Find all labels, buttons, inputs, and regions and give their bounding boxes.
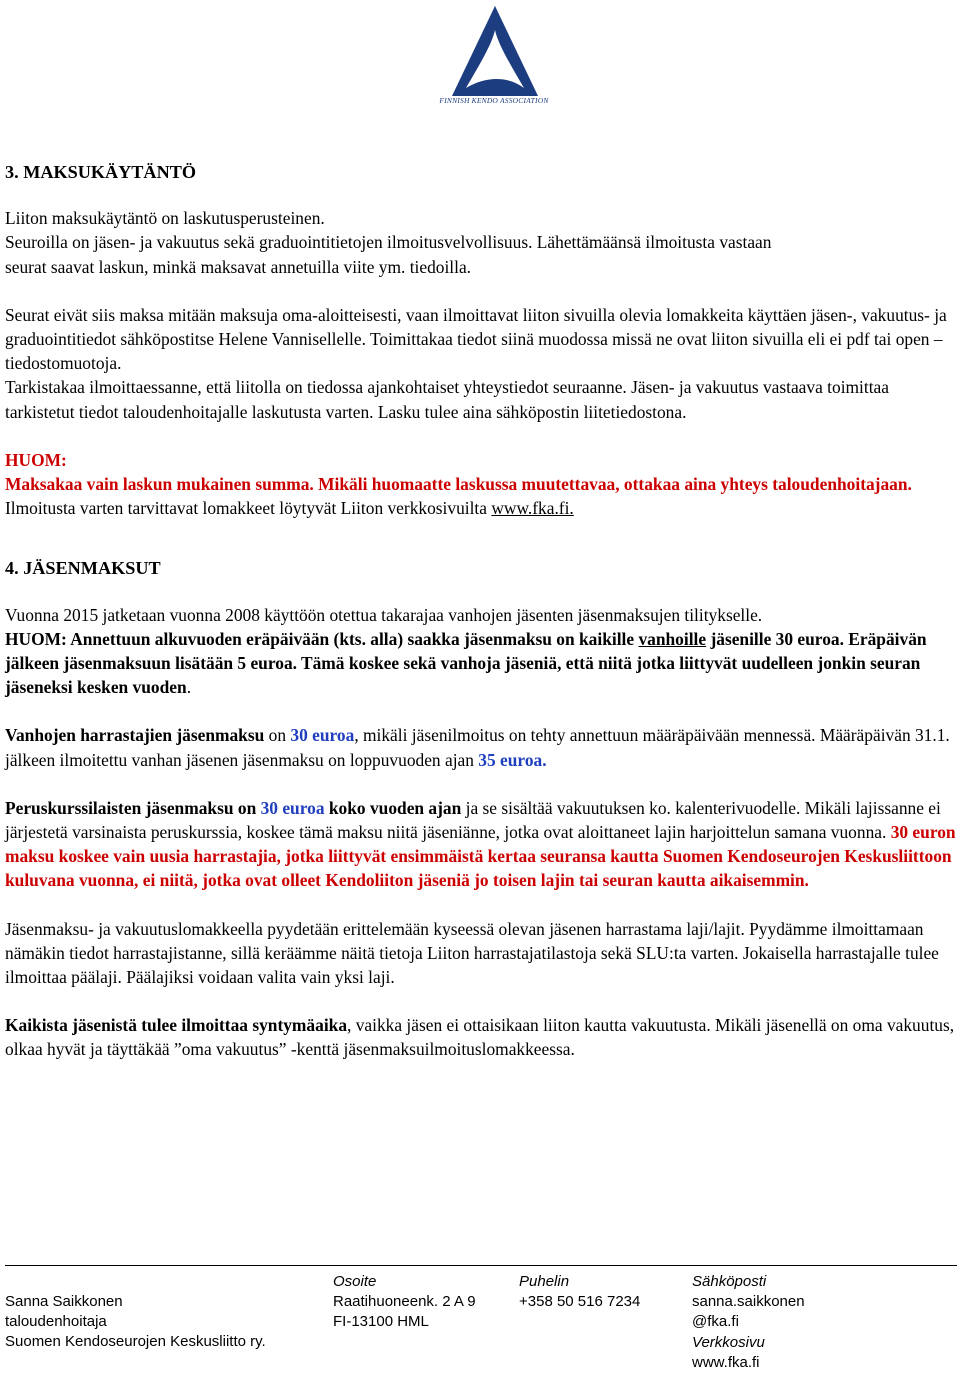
- footer-email-web: [692, 1272, 805, 1373]
- section-3-para-3: Tarkistakaa ilmoittaessanne, että liitolla on tiedossa ajankohtaiset yhteystiedot seuraanne. Jäsen- ja vakuutus vastaava toimittaa tarkistetut tiedot taloudenhoitajalle laskutusta varten. Lasku tulee aina sähköpostin liitetiedostona.: [5, 377, 889, 422]
- section-3-para-1c: seurat saavat laskun, minkä maksavat annetuilla viite ym. tiedoilla.: [5, 256, 472, 277]
- footer-web-label: Verkkosivu: [692, 1333, 765, 1351]
- footer-address: [333, 1272, 476, 1333]
- footer-address-line2: FI-13100 HML: [333, 1313, 429, 1331]
- footer-address-label: Osoite: [333, 1273, 377, 1290]
- logo-caption: FINNISH KENDO ASSOCIATION: [439, 96, 549, 105]
- footer-phone-label: Puhelin: [519, 1273, 570, 1290]
- section-4-para-5: Kaikista jäsenistä tulee ilmoittaa syntymäaika, vaikka jäsen ei ottaisikaan liiton kautta vakuutusta. Mikäli jäsenellä on oma vakuutus, olkaa hyvät ja täyttäkää ”oma vakuutus” -kenttä jäsenmaksuilmoituslomakkeessa.: [5, 1015, 955, 1060]
- section-4-para-3: Peruskurssilaisten jäsenmaksu on 30 euroa koko vuoden ajan ja se sisältää vakuutuksen ko. kalenterivuodelle. Mikäli lajissanne ei järjestetä varsinaista peruskurssia, koskee tämä maksu niitä jäseniänne, jotka ovat aloittaneet lajin harjoittelun samana vuonna. 30 euron maksu koskee vain uusia harrastajia, jotka liittyvät ensimmäistä kertaa seuransa kautta Suomen Kendoseurojen Keskusliittoon kuluvana vuonna, ei niitä, jotka ovat olleet Kendoliiton jäseniä jo toisen lajin tai seuran kautta aikaisemmin.: [5, 797, 956, 891]
- footer-email-label: Sähköposti: [692, 1273, 767, 1290]
- huom-label: HUOM:: [5, 449, 67, 470]
- section-4-para-2: Vanhojen harrastajien jäsenmaksu on 30 euroa, mikäli jäsenilmoitus on tehty annettuun määräpäivään mennessä. Määräpäivän 31.1. jälkeen ilmoitettu vanhan jäsenen jäsenmaksu on loppuvuoden ajan 35 euroa.: [5, 725, 950, 770]
- section-3-para-1a: Liiton maksukäytäntö on laskutusperusteinen.: [5, 208, 325, 229]
- document-body: [5, 160, 957, 1062]
- section-3-heading: 3. MAKSUKÄYTÄNTÖ: [5, 162, 196, 182]
- section-4-para-4: Jäsenmaksu- ja vakuutuslomakkeella pyydetään erittelemään kyseessä olevan jäsenen harrastama laji/lajit. Pyydämme ilmoittamaan nämäkin tiedot harrastajistanne, sillä keräämme näitä tietoja Liiton harrastajatilastoja sekä SLU:ta varten. Jokaisella harrastajalle tulee ilmoittaa päälaji. Päälajiksi voidaan valita vain yksi laji.: [5, 918, 939, 988]
- section-3-para-1b: Seuroilla on jäsen- ja vakuutus sekä graduointitietojen ilmoitusvelvollisuus. Lähettämäänsä ilmoitusta vastaan: [5, 232, 772, 253]
- footer-phone-number[interactable]: +358 50 516 7234: [519, 1293, 641, 1311]
- footer-role: taloudenhoitaja: [5, 1313, 107, 1331]
- section-4-heading: 4. JÄSENMAKSUT: [5, 558, 161, 579]
- fka-logo: [438, 4, 552, 108]
- section-4-para-1: Vuonna 2015 jatketaan vuonna 2008 käyttöön otettua takarajaa vanhojen jäsenten jäsenmaksujen tilitykselle. HUOM: Annettuun alkuvuoden eräpäivään (kts. alla) saakka jäsenmaksu on kaikille vanhoille jäsenille 30 euroa. Eräpäivän jälkeen jäsenmaksuun lisätään 5 euroa. Tämä koskee sekä vanhoja jäseniä, että niitä jotka liittyvät uudelleen jonkin seuran jäseneksi kesken vuoden.: [5, 604, 927, 698]
- footer-contact-person: [5, 1292, 266, 1353]
- footer-email-line2[interactable]: @fka.fi: [692, 1313, 739, 1331]
- footer-divider: [5, 1265, 957, 1266]
- section-3-para-2: Seurat eivät siis maksa mitään maksuja oma-aloitteisesti, vaan ilmoittavat liiton sivuilla olevia lomakkeita käyttäen jäsen-, vakuutus- ja graduointitiedot sähköpostitse Helene Vannisellelle. Toimittakaa tiedot siinä muodossa missä ne ovat liiton sivuilla eli ei pdf tai open – tiedostomuotoja.: [5, 304, 947, 374]
- footer-address-line1: Raatihuoneenk. 2 A 9: [333, 1293, 476, 1311]
- footer-web-link[interactable]: www.fka.fi: [692, 1353, 760, 1371]
- footer-phone: [519, 1272, 640, 1312]
- footer-org: Suomen Kendoseurojen Keskusliitto ry.: [5, 1333, 266, 1351]
- fka-link[interactable]: www.fka.fi.: [491, 498, 574, 519]
- footer-email-line1[interactable]: sanna.saikkonen: [692, 1293, 805, 1311]
- footer-name: Sanna Saikkonen: [5, 1293, 123, 1310]
- forms-info: Ilmoitusta varten tarvittavat lomakkeet löytyvät Liiton verkkosivuilta www.fka.fi.: [5, 498, 574, 519]
- huom-text: Maksakaa vain laskun mukainen summa. Mikäli huomaatte laskussa muutettavaa, ottakaa aina yhteys taloudenhoitajaan.: [5, 474, 912, 495]
